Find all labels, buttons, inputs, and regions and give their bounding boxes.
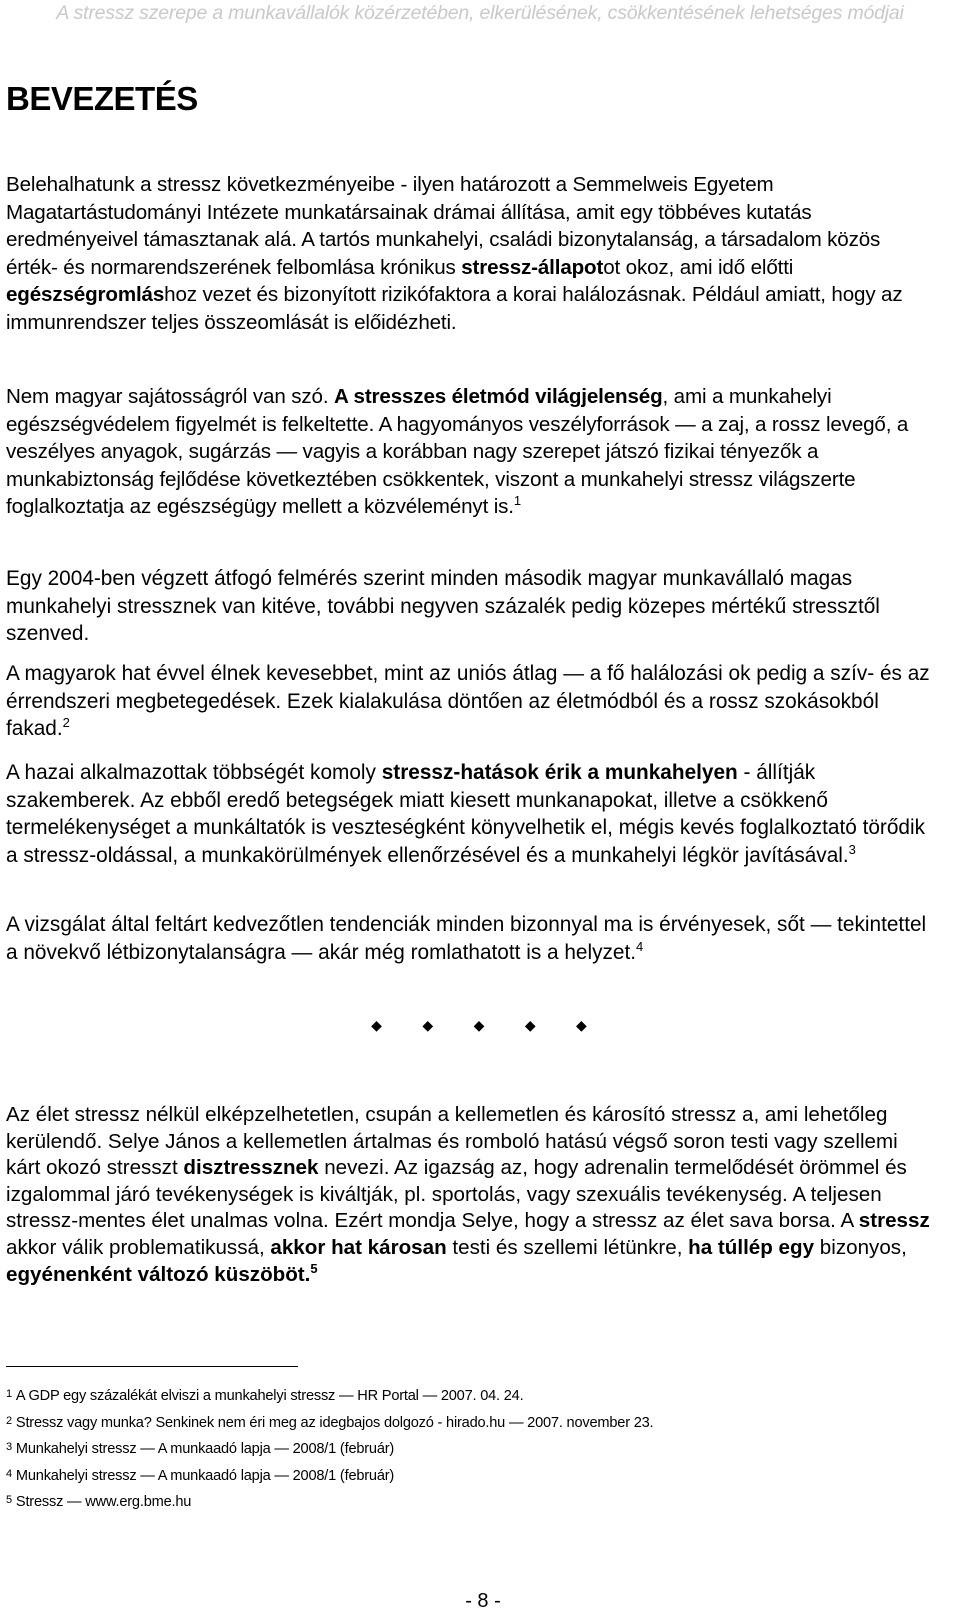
bold-term: disztressznek — [183, 1156, 319, 1180]
paragraph-text: A vizsgálat által feltárt kedvezőtlen tendenciák minden bizonnyal ma is érvényesek, sőt — tekintettel a növekvő létbizonytalanságra — akár még romlathatott is a helyzet. — [6, 913, 927, 964]
paragraph-text: , ami a munkahelyi egészségvédelem figyelmét is felkeltette. A hagyományos veszélyforrások — a zaj, a rossz levegő, a veszélyes anyagok, sugárzás — vagyis a korábban nagy szerepet játszó fizikai tényezők a munkabiztonság fejlődése következtében csökkentek, viszont a munkahelyi stressz világszerte foglalkoztatja az egészségügy mellett a közvéleményt is. — [6, 385, 909, 519]
paragraph-text: nevezi. Az igazság az, hogy adrenalin termelődését örömmel és izgalommal járó tevékenységek is kiváltják, pl. sportolás, vagy szexuális tevékenység. A teljesen stressz-mentes élet unalmas volna. Ezért mondja Selye, hogy a stressz az élet sava borsa. A — [6, 1156, 907, 1233]
footnote-number: 1 — [6, 1388, 12, 1400]
footnote-text: Stressz vagy munka? Senkinek nem éri meg az idegbajos dolgozó - hirado.hu — 2007. november 23. — [15, 1414, 654, 1431]
footnote-item — [6, 1462, 936, 1489]
footnote-ref[interactable]: 1 — [513, 493, 521, 509]
footnote-divider — [6, 1366, 298, 1367]
footnote-number: 5 — [6, 1494, 12, 1507]
paragraph-text: A hazai alkalmazottak többségét komoly — [6, 761, 382, 784]
paragraph-text: Nem magyar sajátosságról van szó. — [6, 385, 334, 408]
paragraph-text: ot okoz, ami idő előtti — [603, 255, 794, 279]
bold-term: akkor hat károsan — [270, 1235, 447, 1259]
footnotes — [6, 1382, 936, 1515]
paragraph-text: akkor válik problematikussá, — [6, 1235, 271, 1259]
footnote-number: 2 — [6, 1414, 12, 1427]
bold-term: stressz-állapot — [461, 255, 604, 279]
paragraph-3 — [6, 565, 936, 648]
footnote-ref[interactable]: 3 — [848, 841, 856, 857]
footnote-text: A GDP egy százalékát elviszi a munkahelyi stressz — HR Portal — 2007. 04. 24. — [15, 1388, 524, 1404]
footnote-item — [6, 1382, 936, 1409]
paragraph-2 — [6, 383, 936, 521]
footnote-ref[interactable]: 5 — [310, 1260, 318, 1276]
paragraph-6 — [6, 911, 936, 966]
footnote-text: Stressz — www.erg.bme.hu — [15, 1494, 192, 1511]
footnote-item — [6, 1488, 936, 1515]
paragraph-text: Belehalhatunk a stressz következményeibe - ilyen határozott a Semmelweis Egyetem Magatartástudományi Intézete munkatársainak drámai állítása, amit egy többéves kutatás eredményeivel támasztanak alá. A tartós munkahelyi, családi bizonytalanság, a társadalom közös érték- és normarendszerének felbomlása krónikus — [6, 173, 881, 279]
paragraph-4 — [6, 660, 936, 743]
paragraph-text: - állítják szakemberek. Az ebből eredő betegségek miatt kiesett munkanapokat, illetve a csökkenő termelékenységet a munkáltatók is veszteségként könyvelhetik el, mégis kevés foglalkoztató törődik a stressz-oldással, a munkakörülmények ellenőrzésével és a munkahelyi légkör javításával. — [6, 761, 925, 867]
paragraph-text: Az élet stressz nélkül elképzelhetetlen, csupán a kellemetlen és károsító stressz a, ami lehetőleg kerülendő. Selye János a kellemetlen ártalmas és romboló hatású végső soron testi vagy szellemi kárt okozó stresszt — [6, 1103, 898, 1180]
page-number: - 8 - — [465, 1590, 501, 1612]
paragraph-text: Egy 2004-ben végzett átfogó felmérés szerint minden második magyar munkavállaló magas munkahelyi stressznek van kitéve, további negyven százalék pedig közepes mértékű stressztől szenved. — [6, 567, 880, 646]
bold-term: egyénenként változó küszöböt. — [6, 1262, 311, 1286]
separator-diamonds: ◆ ◆ ◆ ◆ ◆ — [371, 1018, 605, 1034]
paragraph-5 — [6, 759, 936, 869]
footnote-item — [6, 1435, 936, 1462]
bold-term: stressz-hatások érik a munkahelyen — [381, 761, 738, 784]
paragraph-7 — [6, 1102, 936, 1288]
bold-term: A stresszes életmód világjelenség — [333, 385, 663, 408]
paragraph-text: bizonyos, — [814, 1235, 907, 1259]
paragraph-1 — [6, 171, 936, 337]
footnote-ref[interactable]: 4 — [636, 938, 644, 954]
bold-term: ha túllép egy — [688, 1235, 815, 1259]
footnote-ref[interactable]: 2 — [62, 715, 70, 731]
paragraph-text: testi és szellemi létünkre, — [446, 1235, 689, 1259]
footnote-text: Munkahelyi stressz — A munkaadó lapja — 2008/1 (február) — [15, 1467, 395, 1484]
footnote-number: 3 — [6, 1441, 12, 1454]
section-title: BEVEZETÉS — [6, 80, 198, 117]
paragraph-text: hoz vezet és bizonyított rizikófaktora a korai halálozásnak. Például amiatt, hogy az immunrendszer teljes összeomlását is előidézheti. — [6, 283, 903, 334]
footnote-item — [6, 1409, 936, 1436]
footnote-number: 4 — [6, 1467, 12, 1480]
paragraph-text: A magyarok hat évvel élnek kevesebbet, mint az uniós átlag — a fő halálozási ok pedig a szív- és az érrendszeri megbetegedések. Ezek kialakulása döntően az életmódból és a rossz szokásokból fakad. — [6, 662, 930, 741]
footnote-text: Munkahelyi stressz — A munkaadó lapja — 2008/1 (február) — [15, 1441, 395, 1458]
running-header: A stressz szerepe a munkavállalók közérzetében, elkerülésének, csökkentésének lehetséges módjai — [56, 2, 904, 24]
bold-term: stressz — [858, 1209, 930, 1233]
bold-term: egészségromlás — [6, 283, 165, 307]
